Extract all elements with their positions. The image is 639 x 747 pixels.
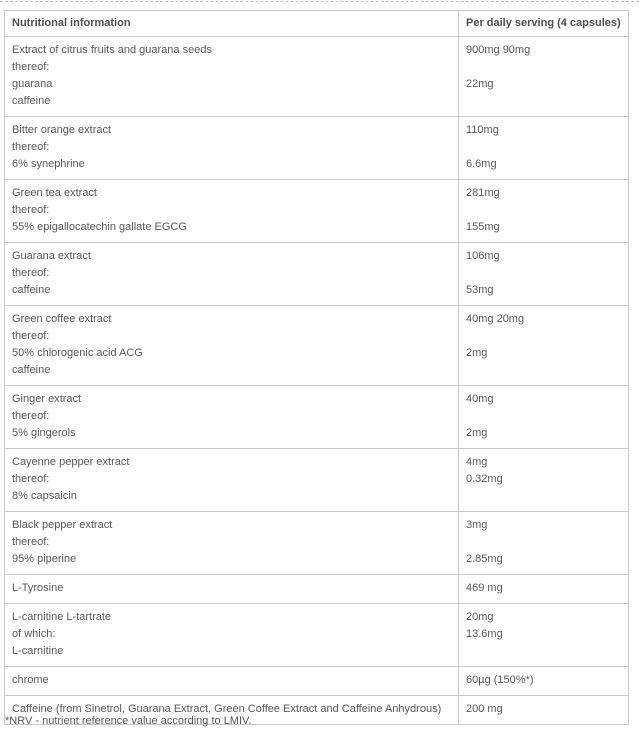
ingredient-cell [5, 449, 459, 512]
amount-line: 60µg (150%*) [466, 674, 534, 686]
ingredient-line: Cayenne pepper extract [12, 456, 130, 468]
ingredient-line: 95% piperine [12, 553, 77, 565]
ingredient-line: thereof: [12, 410, 50, 422]
ingredient-line: Guarana extract [12, 250, 91, 262]
ingredient-line: thereof: [12, 536, 50, 548]
amount-line: 281mg [466, 187, 500, 199]
amount-line [466, 59, 621, 76]
amount-line: 0.32mg [466, 473, 503, 485]
ingredient-line: L-Tyrosine [12, 582, 64, 594]
amount-cell [459, 37, 629, 117]
amount-line: 106mg [466, 250, 500, 262]
table-row [5, 37, 629, 117]
amount-line: 13.6mg [466, 628, 503, 640]
ingredient-cell [5, 37, 459, 117]
amount-line [466, 362, 621, 379]
table-row [5, 604, 629, 667]
ingredient-line: Caffeine (from Sinetrol, Guarana Extract, Green Coffee Extract and Caffeine Anhydrous) [12, 703, 442, 715]
column-header-per-daily-serving: Per daily serving (4 capsules) [459, 11, 629, 37]
amount-line [466, 643, 621, 660]
amount-line: 3mg [466, 519, 488, 531]
table-row [5, 512, 629, 575]
amount-line [466, 328, 621, 345]
amount-line: 200 mg [466, 703, 503, 715]
ingredient-cell [5, 575, 459, 604]
amount-cell [459, 604, 629, 667]
ingredient-line: thereof: [12, 473, 50, 485]
ingredient-cell [5, 180, 459, 243]
amount-line: 2mg [466, 347, 488, 359]
ingredient-line: Extract of citrus fruits and guarana seeds [12, 44, 212, 56]
amount-line: 2mg [466, 427, 488, 439]
ingredient-line: 55% epigallocatechin gallate EGCG [12, 221, 187, 233]
ingredient-line: chrome [12, 674, 49, 686]
ingredient-line: L-carnitine L-tartrate [12, 611, 112, 623]
amount-line: 40mg [466, 393, 494, 405]
ingredient-line: Bitter orange extract [12, 124, 112, 136]
ingredient-line: thereof: [12, 141, 50, 153]
ingredient-cell [5, 667, 459, 696]
ingredient-cell [5, 512, 459, 575]
ingredient-line: thereof: [12, 267, 50, 279]
table-row [5, 243, 629, 306]
amount-cell [459, 386, 629, 449]
ingredient-line: thereof: [12, 330, 50, 342]
amount-cell [459, 117, 629, 180]
nrv-footnote: *NRV - nutrient reference value according to LMIV. [5, 715, 252, 727]
ingredient-line: 50% chlorogenic acid ACG [12, 347, 143, 359]
ingredient-line: caffeine [12, 284, 51, 296]
nutrition-table-body [5, 37, 629, 725]
amount-line: 469 mg [466, 582, 503, 594]
ingredient-cell [5, 117, 459, 180]
ingredient-line: Ginger extract [12, 393, 82, 405]
table-row [5, 180, 629, 243]
ingredient-line: guarana [12, 78, 53, 90]
nutrition-table [4, 10, 629, 725]
amount-line: 20mg [466, 611, 494, 623]
ingredient-line: caffeine [12, 95, 51, 107]
table-header-row [5, 11, 629, 37]
table-row [5, 667, 629, 696]
amount-cell [459, 696, 629, 725]
amount-line [466, 139, 621, 156]
table-row [5, 306, 629, 386]
amount-line: 155mg [466, 221, 500, 233]
table-row [5, 575, 629, 604]
amount-line: 40mg 20mg [466, 313, 525, 325]
column-header-nutritional-information: Nutritional information [5, 11, 459, 37]
ingredient-cell [5, 306, 459, 386]
table-row [5, 449, 629, 512]
amount-line: 22mg [466, 78, 494, 90]
table-row [5, 386, 629, 449]
top-dashed-divider [0, 1, 639, 2]
amount-line: 6.6mg [466, 158, 497, 170]
ingredient-line: L-carnitine [12, 645, 64, 657]
ingredient-line: Green coffee extract [12, 313, 112, 325]
ingredient-line: 8% capsaicin [12, 490, 77, 502]
amount-line: 2.85mg [466, 553, 503, 565]
amount-line [466, 408, 621, 425]
amount-cell [459, 667, 629, 696]
ingredient-cell [5, 386, 459, 449]
amount-line [466, 202, 621, 219]
ingredient-line: thereof: [12, 61, 50, 73]
amount-line: 110mg [466, 124, 499, 136]
amount-cell [459, 180, 629, 243]
amount-cell [459, 575, 629, 604]
amount-line: 900mg 90mg [466, 44, 531, 56]
amount-line [466, 265, 621, 282]
ingredient-line: 6% synephrine [12, 158, 85, 170]
amount-cell [459, 243, 629, 306]
amount-line [466, 534, 621, 551]
ingredient-cell [5, 243, 459, 306]
amount-line: 53mg [466, 284, 494, 296]
amount-cell [459, 449, 629, 512]
ingredient-line: 5% gingerols [12, 427, 76, 439]
amount-cell [459, 512, 629, 575]
amount-line [466, 488, 621, 505]
ingredient-line: caffeine [12, 364, 51, 376]
ingredient-cell [5, 604, 459, 667]
ingredient-line: of which: [12, 628, 56, 640]
ingredient-line: Black pepper extract [12, 519, 113, 531]
ingredient-line: thereof: [12, 204, 50, 216]
ingredient-line: Green tea extract [12, 187, 97, 199]
amount-cell [459, 306, 629, 386]
amount-line [466, 93, 621, 110]
table-row [5, 117, 629, 180]
amount-line: 4mg [466, 456, 488, 468]
